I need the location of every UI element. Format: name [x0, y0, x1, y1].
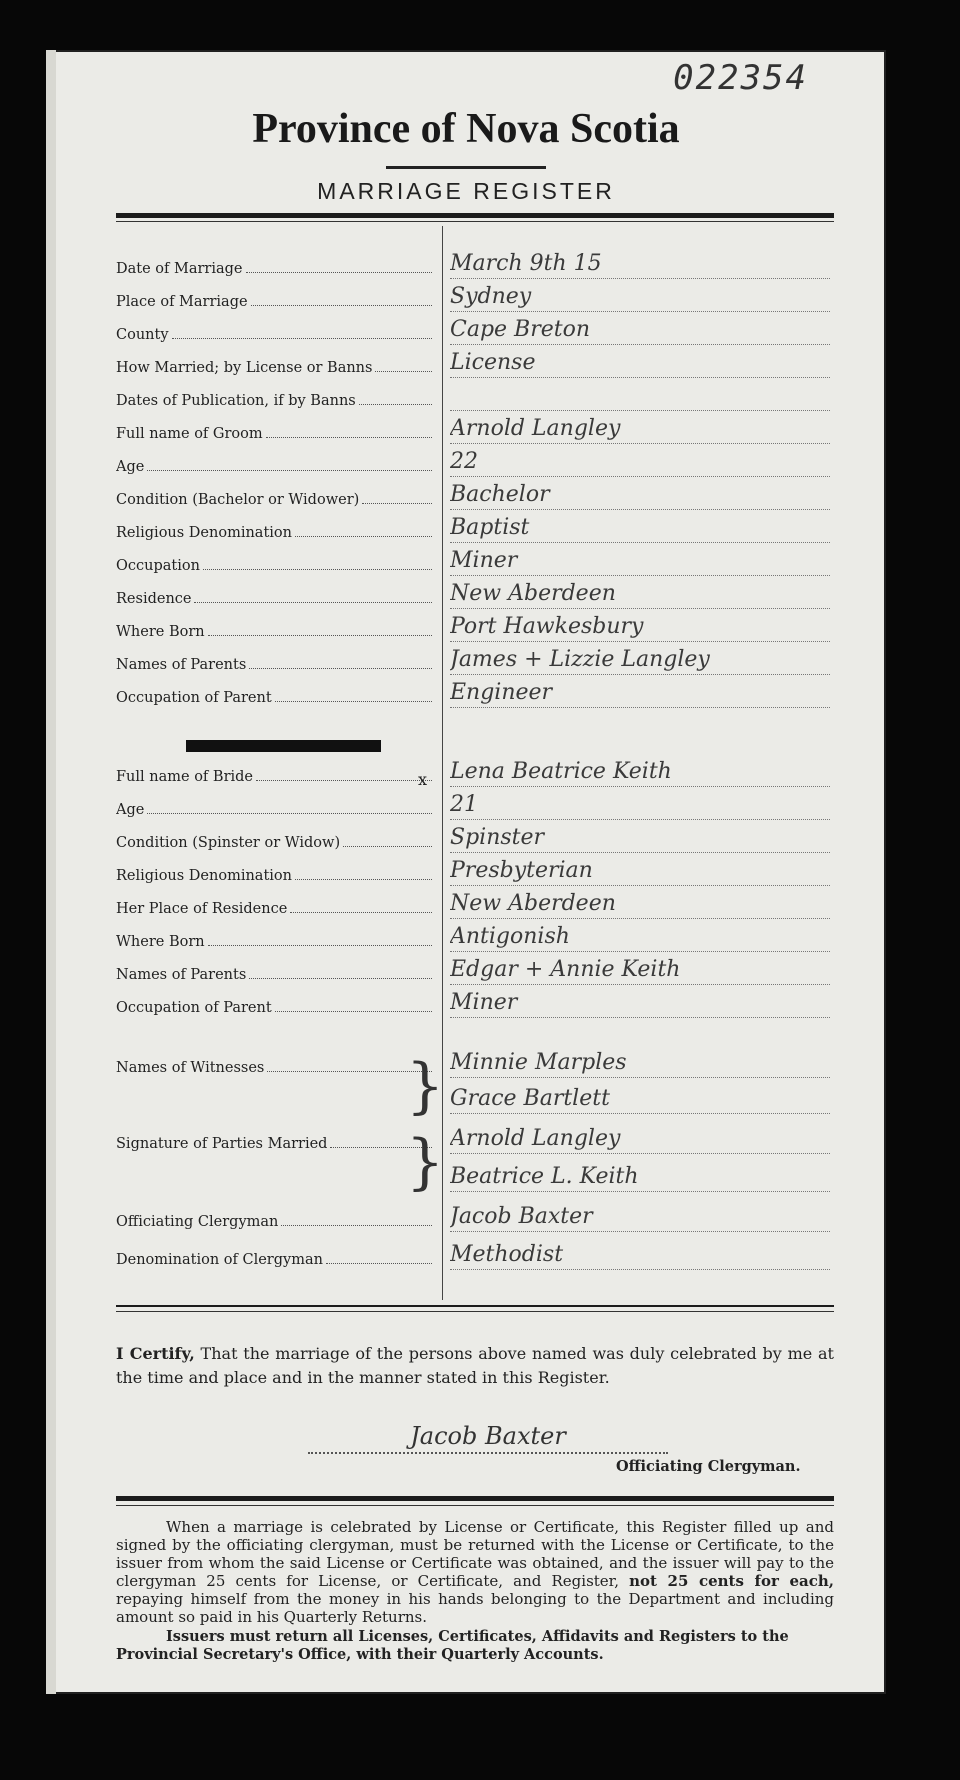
field-label: Condition (Bachelor or Widower) [116, 492, 360, 508]
leader-dots [275, 690, 432, 702]
field-label: How Married; by License or Banns [116, 360, 373, 376]
field-label: Names of Parents [116, 657, 247, 673]
field-label-row [116, 1252, 436, 1268]
field-label-row [116, 525, 436, 541]
field-label: Where Born [116, 934, 205, 950]
field-value: Sydney [450, 284, 830, 312]
leader-dots [251, 294, 432, 306]
leader-dots [249, 657, 432, 669]
leader-dots [249, 967, 432, 979]
footer-text-1: When a marriage is celebrated by License or Certificate, this Register filled up and signed by the officiating clergyman, must be returned with the License or Certificate, to the issuer from whom the said License or Certificate was obtained, and the issuer will pay to the clergyman 25 cents for License, or Certificate, and Register, [116, 1518, 834, 1590]
clergyman-signature: Jacob Baxter [308, 1422, 668, 1454]
witness-brace: } [406, 1051, 445, 1121]
field-value: 22 [450, 449, 830, 477]
leader-dots [203, 558, 432, 570]
field-label-row [116, 1136, 436, 1152]
field-label: County [116, 327, 169, 343]
leader-dots [256, 769, 432, 781]
field-label: Age [116, 459, 145, 475]
leader-dots [375, 360, 432, 372]
field-value: 21 [450, 792, 830, 820]
field-label: Where Born [116, 624, 205, 640]
field-label: Occupation [116, 558, 200, 574]
field-label-row [116, 261, 436, 277]
footer-divider-thin [116, 1505, 834, 1506]
field-label-row [116, 294, 436, 310]
leader-dots [147, 459, 432, 471]
field-label: Residence [116, 591, 192, 607]
leader-dots [172, 327, 432, 339]
footer-divider [116, 1496, 834, 1501]
field-value: James + Lizzie Langley [450, 647, 830, 675]
field-label: Denomination of Clergyman [116, 1252, 323, 1268]
field-label: Age [116, 802, 145, 818]
leader-dots [359, 393, 432, 405]
field-label-row [116, 967, 436, 983]
field-value: Antigonish [450, 924, 830, 952]
leader-dots [194, 591, 432, 603]
field-label: Place of Marriage [116, 294, 248, 310]
field-value: March 9th 15 [450, 251, 830, 279]
field-label-row [116, 558, 436, 574]
leader-dots [295, 868, 432, 880]
field-value: Miner [450, 548, 830, 576]
field-value: Methodist [450, 1242, 830, 1270]
certify-divider-thin [116, 1311, 834, 1312]
header-divider-thin [116, 221, 834, 222]
field-label-row [116, 934, 436, 950]
footer-bold: not 25 cents for each, [629, 1572, 834, 1590]
field-label-row [116, 835, 436, 851]
registration-number: 022354 [673, 58, 808, 98]
leader-dots [147, 802, 432, 814]
field-value: Miner [450, 990, 830, 1018]
leader-dots [246, 261, 433, 273]
field-label: Occupation of Parent [116, 690, 272, 706]
field-value: New Aberdeen [450, 581, 830, 609]
field-label-row [116, 901, 436, 917]
field-label-row [116, 868, 436, 884]
signature-brace: } [406, 1127, 445, 1197]
document-title: Province of Nova Scotia [252, 106, 680, 152]
field-label: Her Place of Residence [116, 901, 288, 917]
leader-dots [343, 835, 432, 847]
leader-dots [208, 934, 432, 946]
field-label: Full name of Groom [116, 426, 263, 442]
bride-section-bar [186, 740, 381, 752]
field-value: Engineer [450, 680, 830, 708]
leader-dots [266, 426, 432, 438]
certify-text: That the marriage of the persons above named was duly celebrated by me at the time and place and in the manner stated in this Register. [116, 1344, 834, 1387]
leader-dots [281, 1214, 432, 1226]
field-value: Lena Beatrice Keith [450, 759, 830, 787]
footer-note: Issuers must return all Licenses, Certificates, Affidavits and Registers to the Provincial Secretary's Office, with their Quarterly Accounts. [116, 1628, 789, 1663]
field-value: Spinster [450, 825, 830, 853]
footer-instructions [116, 1518, 834, 1626]
paper-edge [46, 50, 56, 1694]
footer-text-2: repaying himself from the money in his hands belonging to the Department and including amount so paid in his Quarterly Returns. [116, 1590, 834, 1626]
register-document [46, 50, 886, 1694]
bride-x-mark: x [418, 770, 428, 789]
title-underline [386, 166, 546, 169]
field-label: Names of Parents [116, 967, 247, 983]
field-value: Arnold Langley [450, 1126, 830, 1154]
field-label: Signature of Parties Married [116, 1136, 328, 1152]
field-label: Full name of Bride [116, 769, 253, 785]
certify-lead: I Certify, [116, 1344, 195, 1363]
leader-dots [362, 492, 432, 504]
leader-dots [295, 525, 432, 537]
field-label: Officiating Clergyman [116, 1214, 279, 1230]
field-label: Names of Witnesses [116, 1060, 265, 1076]
field-label-row [116, 327, 436, 343]
field-value: Grace Bartlett [450, 1086, 830, 1114]
certify-divider [116, 1305, 834, 1307]
field-value: Beatrice L. Keith [450, 1164, 830, 1192]
field-label-row [116, 802, 436, 818]
field-value [450, 383, 830, 411]
field-label: Religious Denomination [116, 868, 292, 884]
field-value: Minnie Marples [450, 1050, 830, 1078]
leader-dots [275, 1000, 432, 1012]
leader-dots [290, 901, 432, 913]
field-value: License [450, 350, 830, 378]
field-value: Port Hawkesbury [450, 614, 830, 642]
field-label-row [116, 657, 436, 673]
field-value: Baptist [450, 515, 830, 543]
field-label-row [116, 624, 436, 640]
field-label-row [116, 360, 436, 376]
field-value: Jacob Baxter [450, 1204, 830, 1232]
field-label-row [116, 426, 436, 442]
field-label: Date of Marriage [116, 261, 243, 277]
field-value: Presbyterian [450, 858, 830, 886]
field-label: Dates of Publication, if by Banns [116, 393, 356, 409]
field-value: Arnold Langley [450, 416, 830, 444]
field-label: Condition (Spinster or Widow) [116, 835, 341, 851]
document-subtitle: MARRIAGE REGISTER [317, 178, 615, 204]
field-label-row [116, 690, 436, 706]
field-value: Cape Breton [450, 317, 830, 345]
field-value: Edgar + Annie Keith [450, 957, 830, 985]
field-label-row [116, 459, 436, 475]
field-label-row [116, 1214, 436, 1230]
field-value: New Aberdeen [450, 891, 830, 919]
leader-dots [326, 1252, 432, 1264]
field-label-row [116, 492, 436, 508]
field-label-row [116, 591, 436, 607]
field-label: Occupation of Parent [116, 1000, 272, 1016]
certification-statement [116, 1342, 834, 1390]
signature-label: Officiating Clergyman. [616, 1458, 801, 1475]
field-label-row [116, 1000, 436, 1016]
field-label: Religious Denomination [116, 525, 292, 541]
leader-dots [208, 624, 432, 636]
field-label-row [116, 1060, 436, 1076]
field-value: Bachelor [450, 482, 830, 510]
field-label-row [116, 769, 436, 785]
header-divider [116, 213, 834, 218]
field-label-row [116, 393, 436, 409]
